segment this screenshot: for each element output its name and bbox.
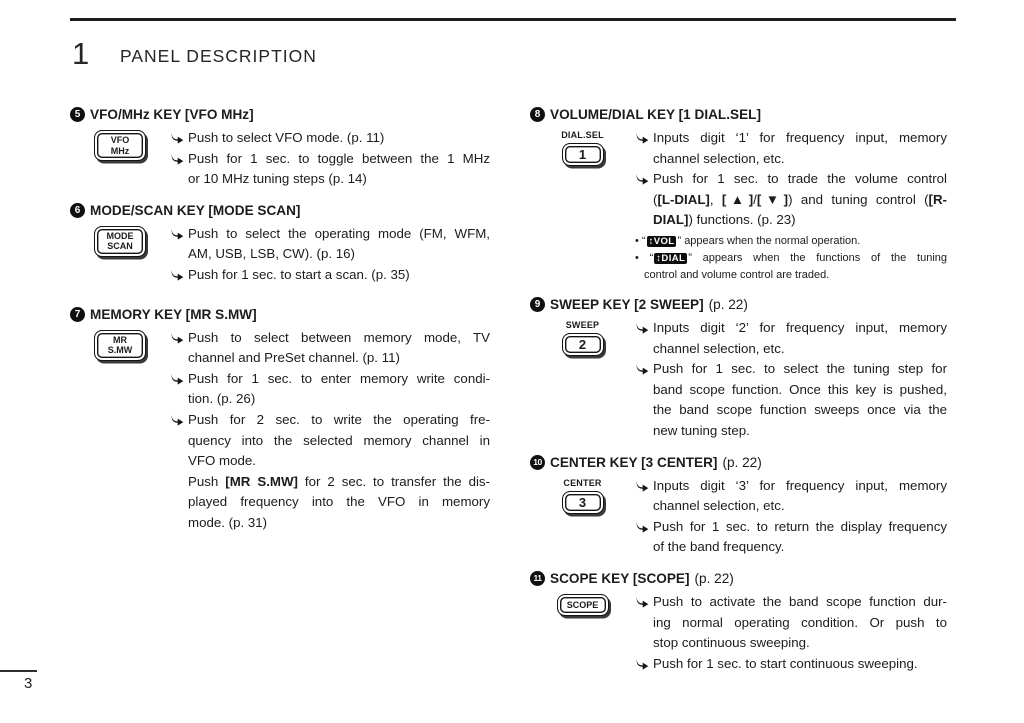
chapter-number: 1 — [72, 36, 90, 71]
digit-2-key-icon: 2 — [562, 333, 604, 356]
arrow-bullet-icon — [635, 596, 649, 608]
arrow-bullet-icon — [170, 332, 184, 344]
arrow-bullet-icon — [635, 658, 649, 670]
arrow-bullet-icon — [170, 153, 184, 165]
circled-number-icon: 7 — [70, 307, 85, 322]
instruction-line: Push for 1 sec. to return the display frequency — [653, 518, 947, 534]
instruction-continuation — [170, 472, 490, 534]
digit-3-key-icon: 3 — [562, 491, 604, 514]
instruction-line: AM, USB, LSB, CW). (p. 16) — [188, 246, 355, 262]
section-mode-scan-key — [70, 202, 490, 286]
instruction-bullet — [635, 169, 947, 231]
instruction-line: Inputs digit ‘1’ for frequency input, memory — [653, 130, 947, 145]
section-title: VOLUME/DIAL KEY [1 DIAL.SEL] — [550, 107, 761, 122]
key-column — [530, 318, 635, 442]
instruction-line: Push for 1 sec. to start continuous sweeping. — [653, 655, 918, 671]
instruction-line: DIAL]) functions. (p. 23) — [653, 212, 796, 228]
key-column — [70, 224, 170, 286]
section-title: VFO/MHz KEY [VFO MHz] — [90, 107, 254, 122]
arrow-bullet-icon — [635, 173, 649, 185]
instruction-line: Push to select between memory mode, TV — [188, 329, 490, 345]
lcd-indicator-badge: ↕DIAL — [656, 252, 686, 264]
instruction-line: Push for 1 sec. to start a scan. (p. 35) — [188, 266, 410, 282]
key-line: VFO — [110, 135, 130, 145]
text-column — [635, 476, 947, 558]
instruction-line: Push for 1 sec. to select the tuning step for — [653, 361, 947, 377]
circled-number-icon: 6 — [70, 203, 85, 218]
section-title: SCOPE KEY [SCOPE] — [550, 570, 690, 586]
note-line: • “ ↕DIAL ” appears when the functions of the tuning — [635, 251, 947, 264]
circled-number-icon: 8 — [530, 107, 545, 122]
instruction-line: Inputs digit ‘2’ for frequency input, memory — [653, 319, 947, 335]
note-item — [635, 250, 947, 284]
scope-key-icon: SCOPE — [557, 594, 609, 616]
section-page-ref: (p. 22) — [708, 296, 748, 312]
circled-number-icon: 5 — [70, 107, 85, 122]
text-column — [170, 224, 490, 286]
instruction-line: VFO mode. — [188, 453, 256, 469]
arrow-bullet-icon — [170, 132, 184, 144]
instruction-line: or 10 MHz tuning steps (p. 14) — [188, 171, 367, 187]
instruction-line: Push for 1 sec. to toggle between the 1 MHz — [188, 150, 490, 166]
note-line: control and volume control are traded. — [644, 268, 830, 281]
instruction-bullet — [635, 592, 947, 654]
instruction-line: Push for 1 sec. to trade the volume control — [653, 171, 947, 187]
arrow-bullet-icon — [170, 414, 184, 426]
arrow-bullet-icon — [635, 521, 649, 533]
mode-scan-key-icon — [94, 226, 146, 257]
section-title: CENTER KEY [3 CENTER] — [550, 454, 718, 470]
instruction-line: mode. (p. 31) — [188, 514, 268, 530]
instruction-line: stop continuous sweeping. — [653, 635, 810, 651]
key-line: SCAN — [107, 241, 133, 252]
footer-rule — [0, 670, 37, 672]
lcd-indicator-badge: ↕VOL — [648, 235, 675, 247]
section-heading — [70, 306, 490, 323]
instruction-line: channel and PreSet channel. (p. 11) — [188, 350, 400, 366]
instruction-line: tion. (p. 26) — [188, 391, 256, 407]
section-volume-dial-key — [530, 106, 947, 284]
instruction-line: Push to activate the band scope function dur- — [653, 593, 947, 609]
key-line: MR — [113, 334, 127, 345]
header-rule — [70, 18, 956, 21]
vfo-mhz-key-icon — [94, 130, 146, 161]
section-memory-key — [70, 306, 490, 534]
section-center-key — [530, 454, 947, 558]
arrow-bullet-icon — [170, 228, 184, 240]
circled-number-icon: 10 — [530, 455, 545, 470]
key-column — [70, 128, 170, 190]
section-vfo-mhz-key — [70, 106, 490, 190]
instruction-bullet — [170, 224, 490, 265]
key-label: SWEEP — [565, 319, 600, 330]
text-column — [635, 592, 947, 674]
section-heading — [70, 106, 490, 123]
instruction-bullet — [635, 476, 947, 517]
instruction-line: new tuning step. — [653, 422, 750, 438]
circled-number-icon: 9 — [530, 297, 545, 312]
instruction-bullet — [170, 410, 490, 472]
text-column — [170, 328, 490, 534]
section-heading — [70, 202, 490, 219]
instruction-bullet — [170, 369, 490, 410]
section-heading — [530, 454, 947, 471]
arrow-bullet-icon — [635, 480, 649, 492]
instruction-line: channel selection, etc. — [653, 340, 785, 356]
text-column — [170, 128, 490, 190]
left-column — [70, 106, 490, 546]
instruction-line: Push for 1 sec. to enter memory write condi- — [188, 370, 490, 386]
instruction-line: Push [MR S.MW] for 2 sec. to transfer the dis- — [188, 473, 490, 489]
section-page-ref: (p. 22) — [722, 454, 762, 470]
instruction-bullet — [170, 128, 490, 149]
key-line: MHz — [110, 145, 130, 156]
instruction-bullet — [635, 359, 947, 441]
instruction-line: channel selection, etc. — [653, 150, 785, 166]
key-column — [530, 592, 635, 674]
chapter-title: PANEL DESCRIPTION — [120, 46, 317, 66]
instruction-line: of the band frequency. — [653, 539, 785, 555]
key-label: DIAL.SEL — [561, 130, 604, 140]
section-sweep-key — [530, 296, 947, 442]
instruction-line: Inputs digit ‘3’ for frequency input, memory — [653, 477, 947, 493]
page-number: 3 — [24, 675, 33, 692]
arrow-bullet-icon — [635, 363, 649, 375]
arrow-bullet-icon — [170, 373, 184, 385]
note-item — [635, 233, 947, 250]
instruction-line: quency into the selected memory channel in — [188, 432, 490, 448]
instruction-bullet — [635, 128, 947, 169]
instruction-bullet — [635, 318, 947, 359]
notes-block — [635, 233, 947, 284]
text-column — [635, 318, 947, 442]
instruction-line: Push to select VFO mode. (p. 11) — [188, 130, 385, 145]
instruction-bullet — [635, 654, 947, 675]
instruction-bullet — [170, 265, 490, 286]
instruction-line: the band scope function sweeps once via the — [653, 402, 947, 418]
arrow-bullet-icon — [170, 269, 184, 281]
instruction-line: ([L-DIAL], [▲]/[▼]) and tuning control ([R- — [653, 191, 947, 207]
right-column — [530, 106, 947, 686]
key-label: CENTER — [563, 477, 602, 488]
key-line: S.MW — [107, 345, 133, 356]
arrow-bullet-icon — [635, 322, 649, 334]
circled-number-icon: 11 — [530, 571, 545, 586]
section-heading — [530, 296, 947, 313]
instruction-line: channel selection, etc. — [653, 498, 785, 514]
instruction-bullet — [170, 149, 490, 190]
instruction-line: Push for 2 sec. to write the operating fre- — [188, 411, 490, 427]
key-column — [70, 328, 170, 534]
key-column — [530, 476, 635, 558]
instruction-line: ing normal operating condition. Or push to — [653, 614, 947, 630]
text-column — [635, 128, 947, 284]
section-heading — [530, 106, 947, 123]
instruction-bullet — [170, 328, 490, 369]
instruction-line: band scope function. Once this key is pushed, — [653, 381, 947, 397]
instruction-line: played frequency into the VFO in memory — [188, 494, 490, 510]
arrow-bullet-icon — [635, 132, 649, 144]
section-title: MODE/SCAN KEY [MODE SCAN] — [90, 202, 301, 218]
section-page-ref: (p. 22) — [694, 570, 734, 586]
section-title: SWEEP KEY [2 SWEEP] — [550, 296, 704, 312]
key-line: MODE — [106, 230, 134, 241]
key-column — [530, 128, 635, 284]
note-line: • “ ↕VOL ” appears when the normal operation. — [635, 234, 861, 247]
instruction-bullet — [635, 517, 947, 558]
section-heading — [530, 570, 947, 587]
section-title: MEMORY KEY [MR S.MW] — [90, 306, 257, 322]
mr-smw-key-icon — [94, 330, 146, 361]
instruction-line: Push to select the operating mode (FM, WFM, — [188, 225, 490, 241]
digit-1-key-icon: 1 — [562, 143, 604, 166]
section-scope-key — [530, 570, 947, 674]
